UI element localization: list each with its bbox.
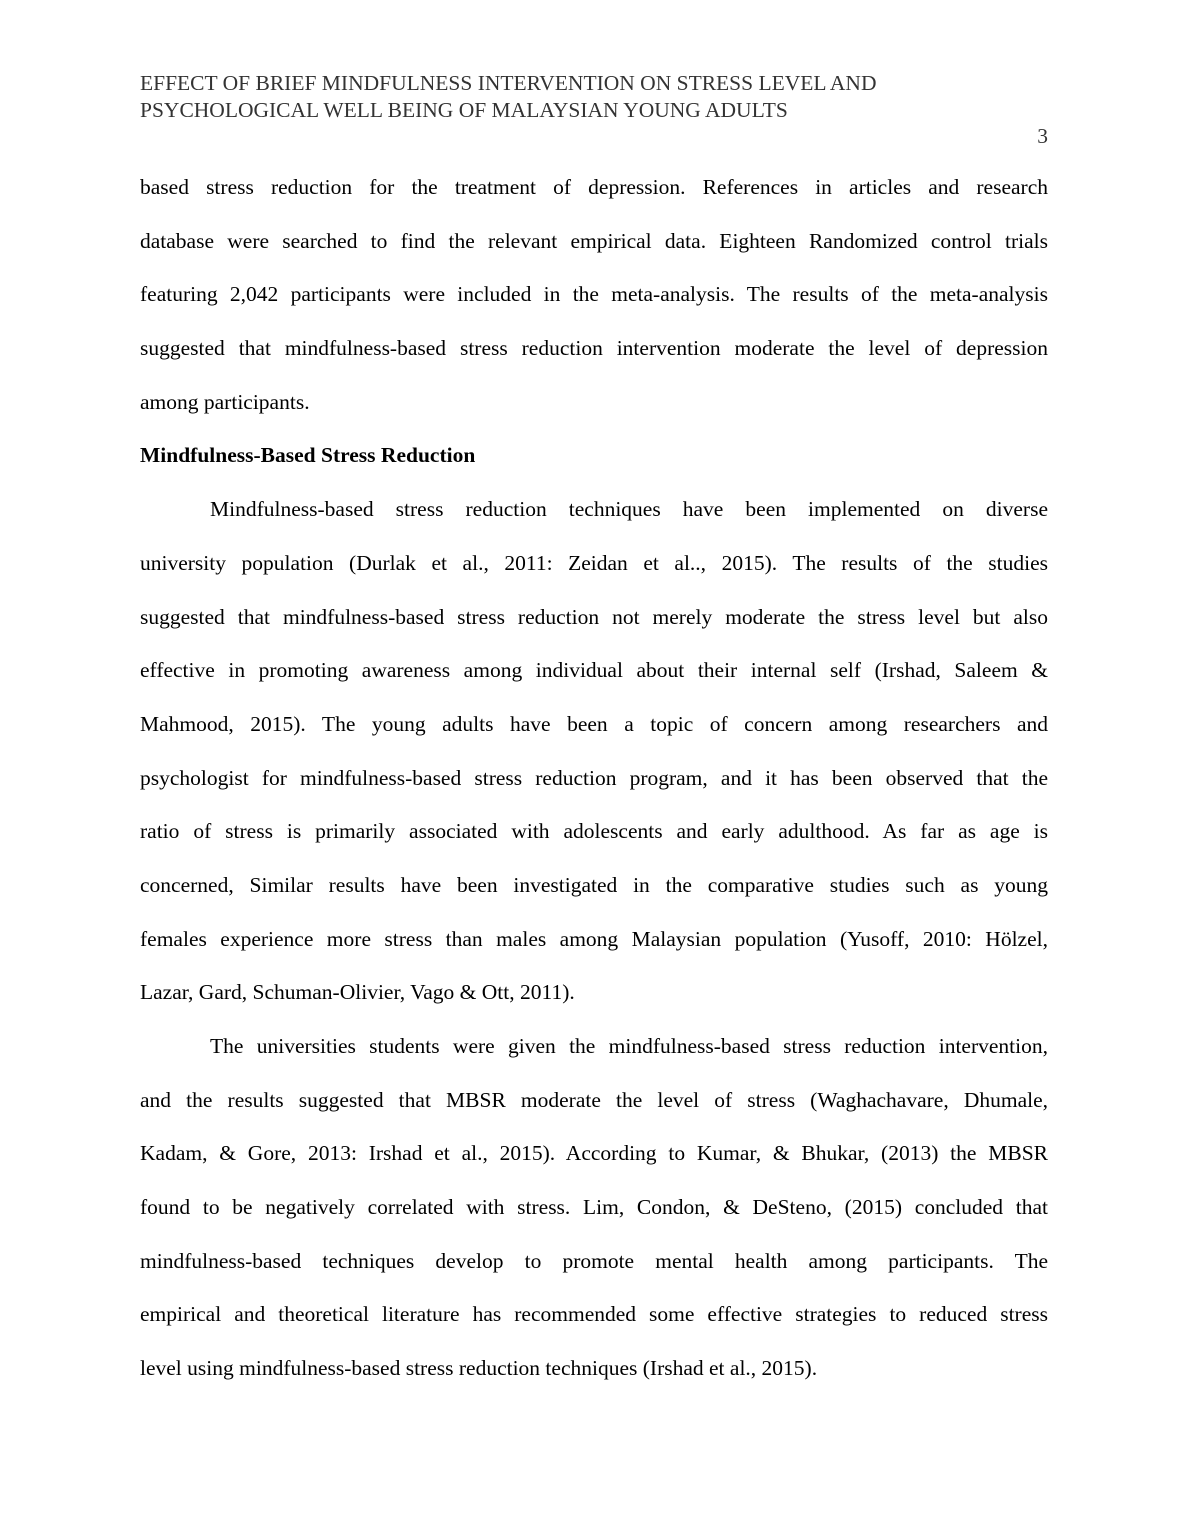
text-line: concerned, Similar results have been investigated in the comparative studies such as young bbox=[140, 872, 1048, 897]
text-line: suggested that mindfulness-based stress reduction not merely moderate the stress level but also bbox=[140, 604, 1048, 629]
text-line: effective in promoting awareness among individual about their internal self (Irshad, Saleem & bbox=[140, 658, 1048, 683]
section-heading: Mindfulness-Based Stress Reduction bbox=[140, 443, 476, 468]
text-line: suggested that mindfulness-based stress reduction intervention moderate the level of depression bbox=[140, 336, 1048, 361]
page-number: 3 bbox=[1037, 124, 1048, 148]
text-line: university population (Durlak et al., 2011: Zeidan et al.., 2015). The results of the studies bbox=[140, 550, 1048, 575]
text-line: Kadam, & Gore, 2013: Irshad et al., 2015). According to Kumar, & Bhukar, (2013) the MBSR bbox=[140, 1141, 1048, 1166]
text-line: empirical and theoretical literature has recommended some effective strategies to reduced stress bbox=[140, 1302, 1048, 1327]
paragraph-1 bbox=[140, 161, 1048, 429]
document-body bbox=[140, 161, 1048, 1396]
text-line: database were searched to find the relevant empirical data. Eighteen Randomized control trials bbox=[140, 228, 1048, 253]
paragraph-3 bbox=[140, 1020, 1048, 1396]
text-line: Mindfulness-based stress reduction techniques have been implemented on diverse bbox=[210, 497, 1048, 522]
paragraph-2 bbox=[140, 483, 1048, 1020]
text-line: Lazar, Gard, Schuman-Olivier, Vago & Ott, 2011). bbox=[140, 980, 575, 1005]
text-line: found to be negatively correlated with stress. Lim, Condon, & DeSteno, (2015) concluded that bbox=[140, 1195, 1048, 1220]
text-line: based stress reduction for the treatment of depression. References in articles and research bbox=[140, 175, 1048, 199]
text-line: psychologist for mindfulness-based stress reduction program, and it has been observed that the bbox=[140, 765, 1048, 790]
running-head-line-2: PSYCHOLOGICAL WELL BEING OF MALAYSIAN YOUNG ADULTS bbox=[140, 98, 788, 122]
text-line: The universities students were given the mindfulness-based stress reduction intervention, bbox=[210, 1034, 1048, 1058]
running-head bbox=[140, 70, 1048, 124]
text-line: females experience more stress than males among Malaysian population (Yusoff, 2010: Hölzel, bbox=[140, 926, 1048, 951]
text-line: Mahmood, 2015). The young adults have been a topic of concern among researchers and bbox=[140, 711, 1048, 736]
text-line: level using mindfulness-based stress reduction techniques (Irshad et al., 2015). bbox=[140, 1356, 818, 1381]
running-head-line-1: EFFECT OF BRIEF MINDFULNESS INTERVENTION ON STRESS LEVEL AND bbox=[140, 71, 877, 95]
text-line: ratio of stress is primarily associated with adolescents and early adulthood. As far as age is bbox=[140, 819, 1048, 844]
text-line: featuring 2,042 participants were included in the meta-analysis. The results of the meta-analysis bbox=[140, 282, 1048, 307]
text-line: among participants. bbox=[140, 389, 310, 414]
text-line: and the results suggested that MBSR moderate the level of stress (Waghachavare, Dhumale, bbox=[140, 1087, 1048, 1112]
text-line: mindfulness-based techniques develop to promote mental health among participants. The bbox=[140, 1248, 1048, 1273]
